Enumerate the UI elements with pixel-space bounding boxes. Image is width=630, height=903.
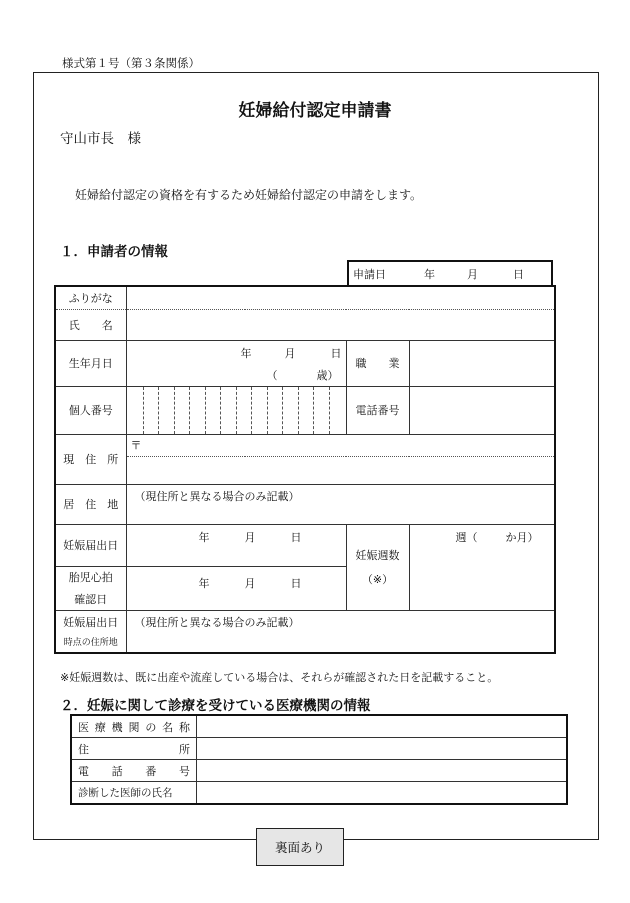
weeks-unit: 週（: [455, 530, 478, 544]
digit-box[interactable]: [283, 387, 299, 434]
institution-address-field[interactable]: [197, 738, 568, 760]
label-char: 機: [111, 720, 123, 734]
report-address-field[interactable]: [126, 610, 555, 653]
pregnancy-weeks-footnote: ※妊娠週数は、既に出産や流産している場合は、それらが確認された日を記載すること。: [60, 671, 499, 684]
fetal-heartbeat-line2: 確認日: [74, 593, 108, 606]
digit-box[interactable]: [268, 387, 284, 434]
age-close: 歳）: [316, 368, 339, 382]
label-char: 電: [78, 764, 89, 778]
section2-heading: ２．妊娠に関して診療を受けている医療機関の情報: [60, 698, 371, 714]
report-day-unit: 日: [290, 530, 302, 544]
furigana-label: ふりがな: [55, 286, 126, 309]
label-char: 話: [111, 764, 123, 778]
application-date-day: 日: [513, 267, 524, 281]
application-date-label: 申請日: [353, 267, 386, 281]
institution-address-right: 所: [179, 742, 190, 756]
phone-field[interactable]: [409, 386, 555, 434]
digit-box[interactable]: [159, 387, 175, 434]
medical-institution-table: [70, 714, 568, 805]
institution-phone-text: [78, 763, 190, 779]
back-side-notice: 裏面あり: [256, 828, 344, 866]
application-date-year: 年: [424, 267, 435, 281]
residence-field[interactable]: [126, 484, 555, 524]
occupation-label: 職 業: [346, 340, 409, 386]
label-char: 医: [78, 720, 89, 734]
occupation-field[interactable]: [409, 340, 555, 386]
pregnancy-report-date-label: 妊娠届出日: [55, 524, 126, 566]
my-number-field[interactable]: [126, 386, 346, 434]
pregnancy-weeks-label: [346, 524, 409, 610]
address-label: 現 住 所: [55, 434, 126, 484]
heartbeat-year-unit: 年: [198, 576, 210, 590]
fetal-heartbeat-line1: 胎児心拍: [68, 571, 113, 584]
digit-box[interactable]: [190, 387, 206, 434]
birth-month-unit: 月: [284, 346, 296, 360]
residence-note: （現住所と異なる場合のみ記載）: [134, 489, 300, 503]
birthdate-label: 生年月日: [55, 340, 126, 386]
digit-box[interactable]: [206, 387, 222, 434]
application-date-month: 月: [467, 267, 478, 281]
addressee: 守山市長 様: [60, 131, 141, 147]
fetal-heartbeat-date-field[interactable]: [126, 566, 346, 610]
pregnancy-weeks-note: （※）: [361, 573, 394, 586]
institution-name-field[interactable]: [197, 715, 568, 738]
label-char: の: [145, 720, 157, 734]
report-address-line1: 妊娠届出日: [63, 616, 119, 630]
institution-phone-label: [71, 760, 197, 782]
fetal-heartbeat-label: [55, 566, 126, 610]
name-field[interactable]: [126, 309, 555, 340]
document-title: 妊婦給付認定申請書: [238, 101, 392, 121]
application-statement: 妊婦給付認定の資格を有するため妊婦給付認定の申請をします。: [75, 188, 423, 202]
address-field[interactable]: [126, 456, 555, 484]
digit-box[interactable]: [299, 387, 315, 434]
digit-box[interactable]: [314, 387, 330, 434]
digit-box[interactable]: [237, 387, 253, 434]
pregnancy-report-date-field[interactable]: [126, 524, 346, 566]
heartbeat-month-unit: 月: [244, 576, 256, 590]
label-char: 名: [162, 720, 174, 734]
section1-heading: １．申請者の情報: [60, 244, 168, 260]
digit-box[interactable]: [252, 387, 268, 434]
institution-name-text: [78, 719, 190, 735]
institution-address-left: 住: [78, 742, 89, 756]
report-month-unit: 月: [244, 530, 256, 544]
institution-address-label: [71, 738, 197, 760]
pregnancy-weeks-field[interactable]: [409, 524, 555, 610]
phone-label: 電話番号: [346, 386, 409, 434]
label-char: 療: [94, 720, 106, 734]
application-date-box: [347, 260, 553, 285]
report-address-line2: 時点の住所地: [63, 638, 118, 649]
applicant-info-table: [54, 285, 556, 654]
months-unit: か月）: [505, 530, 539, 544]
digit-box[interactable]: [175, 387, 191, 434]
report-year-unit: 年: [198, 530, 210, 544]
birth-year-unit: 年: [240, 346, 252, 360]
postal-code-field[interactable]: [126, 434, 555, 456]
institution-phone-field[interactable]: [197, 760, 568, 782]
digit-box[interactable]: [221, 387, 237, 434]
form-reference: 様式第１号（第３条関係）: [62, 56, 200, 70]
furigana-field[interactable]: [126, 286, 555, 309]
postal-mark: 〒: [130, 438, 142, 452]
my-number-label: 個人番号: [55, 386, 126, 434]
birth-day-unit: 日: [330, 346, 342, 360]
label-char: 号: [178, 764, 190, 778]
age-open: （: [266, 368, 278, 382]
label-char: 称: [178, 720, 190, 734]
birthdate-field[interactable]: [126, 340, 346, 386]
report-address-note: （現住所と異なる場合のみ記載）: [134, 615, 300, 629]
report-address-label: [55, 610, 126, 653]
digit-box[interactable]: [143, 387, 160, 434]
pregnancy-weeks-text: 妊娠週数: [355, 549, 400, 562]
residence-label: 居 住 地: [55, 484, 126, 524]
name-label: 氏 名: [55, 309, 126, 340]
label-char: 関: [128, 720, 140, 734]
heartbeat-day-unit: 日: [290, 576, 302, 590]
doctor-name-label: 診断した医師の氏名: [71, 782, 197, 805]
institution-name-label: [71, 715, 197, 738]
doctor-name-field[interactable]: [197, 782, 568, 805]
label-char: 番: [145, 764, 157, 778]
